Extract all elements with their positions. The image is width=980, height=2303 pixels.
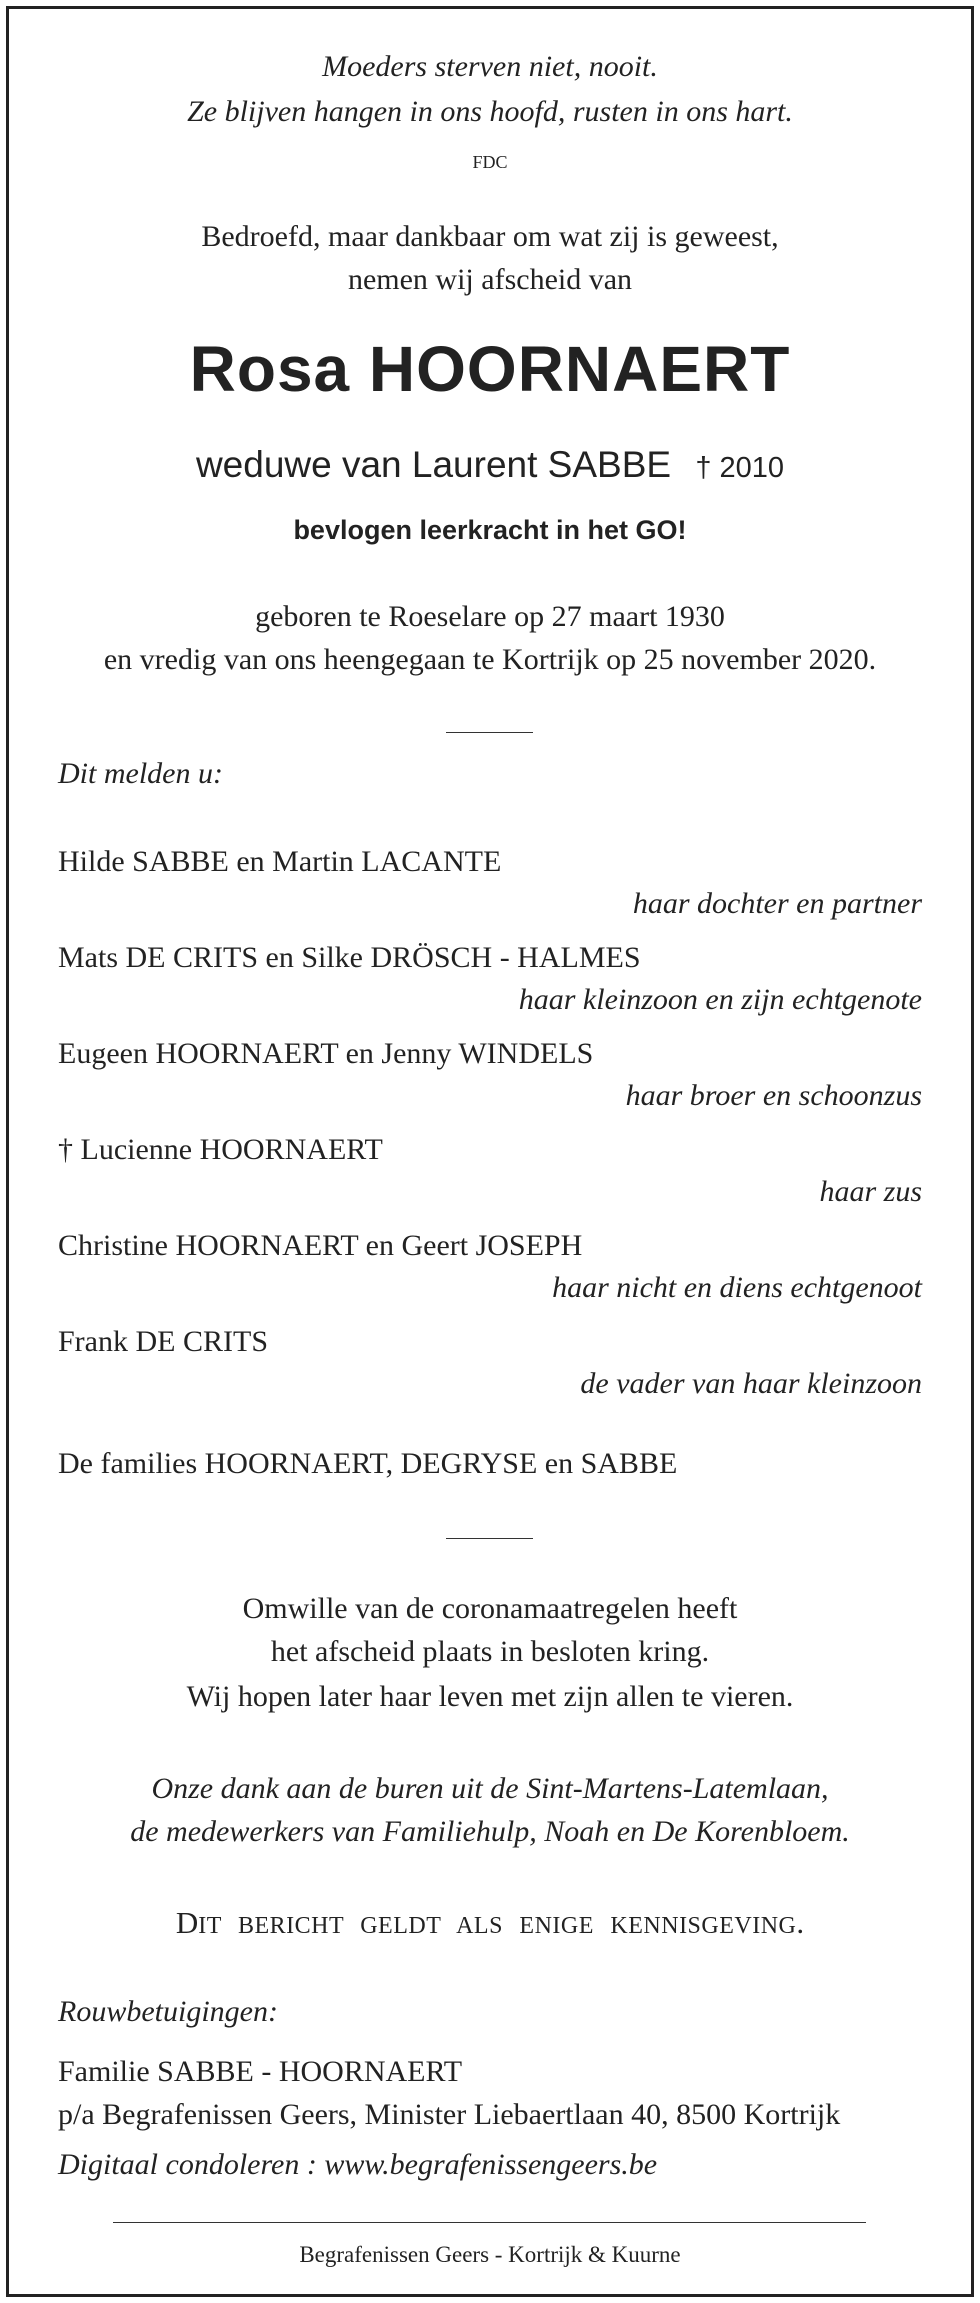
footer-funeral-home: Begrafenissen Geers - Kortrijk & Kuurne: [299, 2242, 681, 2267]
relative-names: Eugeen HOORNAERT en Jenny WINDELS: [58, 1037, 594, 1070]
intro-line-2: nemen wij afscheid van: [347, 263, 633, 296]
condolences-address: p/a Begrafenissen Geers, Minister Liebaertlaan 40, 8500 Kortrijk: [58, 2098, 841, 2131]
spouse-name: weduwe van Laurent SABBE: [195, 444, 672, 485]
footer-rule: [113, 2222, 866, 2223]
relative-names: Mats DE CRITS en Silke DRÖSCH - HALMES: [58, 941, 641, 974]
corona-line-1: Omwille van de coronamaatregelen heeft: [242, 1592, 738, 1625]
quote-attribution: FDC: [472, 152, 508, 172]
relative-relation: de vader van haar kleinzoon: [580, 1367, 922, 1400]
divider: [446, 1538, 533, 1539]
relative-relation: haar dochter en partner: [632, 887, 922, 920]
divider: [446, 732, 533, 733]
relative-names: Frank DE CRITS: [58, 1325, 268, 1358]
announce-label: Dit melden u:: [58, 757, 223, 790]
tagline: bevlogen leerkracht in het GO!: [293, 515, 687, 545]
quote-line-1: Moeders sterven niet, nooit.: [322, 50, 658, 83]
quote-line-2: Ze blijven hangen in ons hoofd, rusten in ons hart.: [187, 95, 793, 128]
official-notice: [0, 1905, 980, 1941]
condolences-online: Digitaal condoleren : www.begrafenissengeers.be: [58, 2148, 658, 2181]
death-line: en vredig van ons heengegaan te Kortrijk op 25 november 2020.: [103, 643, 877, 676]
spouse-death-year: † 2010: [695, 452, 785, 484]
relative-relation: haar nicht en diens echtgenoot: [552, 1271, 922, 1304]
birth-line: geboren te Roeselare op 27 maart 1930: [255, 600, 725, 633]
relative-names: Christine HOORNAERT en Geert JOSEPH: [58, 1229, 583, 1262]
corona-line-2: het afscheid plaats in besloten kring.: [270, 1635, 710, 1668]
thanks-line-1: Onze dank aan de buren uit de Sint-Martens-Latemlaan,: [151, 1772, 829, 1805]
relative-names: Hilde SABBE en Martin LACANTE: [58, 845, 502, 878]
notice-period: .: [796, 1905, 805, 1940]
relative-relation: haar zus: [819, 1175, 922, 1208]
relative-relation: haar kleinzoon en zijn echtgenote: [518, 983, 922, 1016]
spouse-line: [0, 444, 980, 486]
families-line: De families HOORNAERT, DEGRYSE en SABBE: [58, 1447, 678, 1480]
relative-relation: haar broer en schoonzus: [625, 1079, 922, 1112]
notice-body: IT BERICHT GELDT ALS ENIGE KENNISGEVING: [198, 1913, 797, 1939]
condolences-label: Rouwbetuigingen:: [58, 1995, 278, 2028]
corona-line-3: Wij hopen later haar leven met zijn allen te vieren.: [186, 1680, 794, 1713]
notice-initial: D: [175, 1905, 199, 1940]
relative-names: † Lucienne HOORNAERT: [58, 1133, 383, 1166]
intro-line-1: Bedroefd, maar dankbaar om wat zij is geweest,: [201, 220, 779, 253]
thanks-line-2: de medewerkers van Familiehulp, Noah en De Korenbloem.: [130, 1815, 850, 1848]
condolences-family: Familie SABBE - HOORNAERT: [58, 2055, 463, 2088]
deceased-name: Rosa HOORNAERT: [189, 333, 791, 405]
